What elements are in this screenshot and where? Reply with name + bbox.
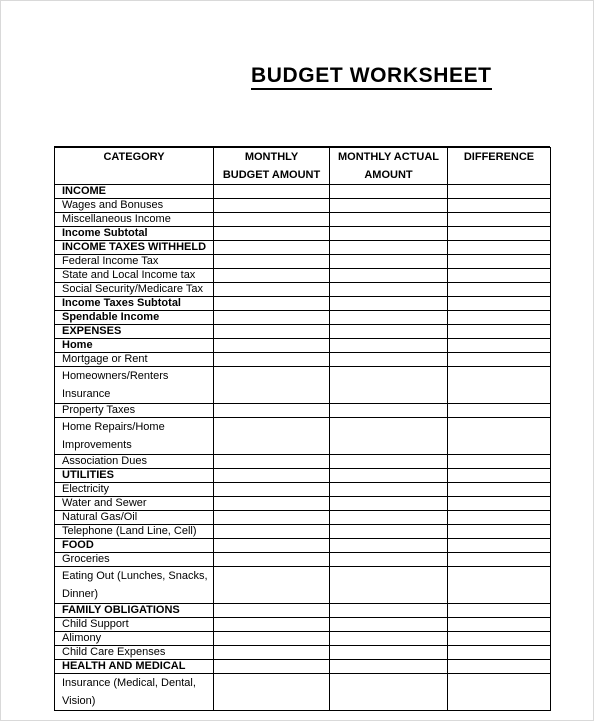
difference-cell[interactable] — [448, 511, 551, 525]
budget-amount-cell[interactable] — [214, 469, 330, 483]
actual-amount-cell[interactable] — [330, 213, 448, 227]
actual-amount-cell[interactable] — [330, 283, 448, 297]
difference-cell[interactable] — [448, 469, 551, 483]
difference-cell[interactable] — [448, 269, 551, 283]
budget-amount-cell[interactable] — [214, 367, 330, 404]
budget-table — [54, 147, 551, 711]
actual-amount-cell[interactable] — [330, 632, 448, 646]
row-category-label: UTILITIES — [55, 469, 214, 483]
row-category-label: Child Support — [55, 618, 214, 632]
row-category-label: Social Security/Medicare Tax — [55, 283, 214, 297]
table-row — [55, 604, 551, 618]
difference-cell[interactable] — [448, 283, 551, 297]
row-category-label: Insurance (Medical, Dental, Vision) — [55, 674, 214, 711]
budget-amount-cell[interactable] — [214, 632, 330, 646]
table-row — [55, 618, 551, 632]
difference-cell[interactable] — [448, 185, 551, 199]
difference-cell[interactable] — [448, 325, 551, 339]
budget-amount-cell[interactable] — [214, 567, 330, 604]
difference-cell[interactable] — [448, 199, 551, 213]
actual-amount-cell[interactable] — [330, 269, 448, 283]
table-row — [55, 227, 551, 241]
row-category-label: Water and Sewer — [55, 497, 214, 511]
row-category-label: Natural Gas/Oil — [55, 511, 214, 525]
row-category-label: Child Care Expenses — [55, 646, 214, 660]
budget-amount-cell[interactable] — [214, 618, 330, 632]
budget-amount-cell[interactable] — [214, 199, 330, 213]
table-row — [55, 646, 551, 660]
actual-amount-cell[interactable] — [330, 455, 448, 469]
row-category-label: Mortgage or Rent — [55, 353, 214, 367]
table-row — [55, 511, 551, 525]
table-row — [55, 325, 551, 339]
actual-amount-cell[interactable] — [330, 353, 448, 367]
actual-amount-cell[interactable] — [330, 674, 448, 711]
budget-table-container — [54, 146, 550, 707]
difference-cell[interactable] — [448, 353, 551, 367]
budget-amount-cell[interactable] — [214, 325, 330, 339]
actual-amount-cell[interactable] — [330, 646, 448, 660]
actual-amount-cell[interactable] — [330, 311, 448, 325]
difference-cell[interactable] — [448, 227, 551, 241]
difference-cell[interactable] — [448, 632, 551, 646]
actual-amount-cell[interactable] — [330, 497, 448, 511]
actual-amount-cell[interactable] — [330, 469, 448, 483]
row-category-label: EXPENSES — [55, 325, 214, 339]
budget-amount-cell[interactable] — [214, 227, 330, 241]
budget-amount-cell[interactable] — [214, 213, 330, 227]
table-row — [55, 297, 551, 311]
difference-cell[interactable] — [448, 483, 551, 497]
table-row — [55, 269, 551, 283]
table-header-row — [55, 148, 551, 185]
budget-amount-cell[interactable] — [214, 604, 330, 618]
difference-cell[interactable] — [448, 404, 551, 418]
row-category-label: Home — [55, 339, 214, 353]
difference-cell[interactable] — [448, 455, 551, 469]
table-row — [55, 185, 551, 199]
actual-amount-cell[interactable] — [330, 404, 448, 418]
table-row — [55, 353, 551, 367]
table-row — [55, 525, 551, 539]
row-category-label: Groceries — [55, 553, 214, 567]
budget-amount-cell[interactable] — [214, 269, 330, 283]
budget-amount-cell[interactable] — [214, 241, 330, 255]
row-category-label: Income Taxes Subtotal — [55, 297, 214, 311]
table-row — [55, 674, 551, 711]
table-row — [55, 241, 551, 255]
budget-amount-cell[interactable] — [214, 404, 330, 418]
budget-amount-cell[interactable] — [214, 511, 330, 525]
row-category-label: Federal Income Tax — [55, 255, 214, 269]
budget-amount-cell[interactable] — [214, 283, 330, 297]
difference-cell[interactable] — [448, 604, 551, 618]
table-body — [55, 185, 551, 711]
row-category-label: HEALTH AND MEDICAL — [55, 660, 214, 674]
header-difference: DIFFERENCE — [448, 148, 551, 185]
row-category-label: INCOME TAXES WITHHELD — [55, 241, 214, 255]
actual-amount-cell[interactable] — [330, 418, 448, 455]
difference-cell[interactable] — [448, 539, 551, 553]
budget-amount-cell[interactable] — [214, 660, 330, 674]
row-category-label: Eating Out (Lunches, Snacks, Dinner) — [55, 567, 214, 604]
actual-amount-cell[interactable] — [330, 539, 448, 553]
difference-cell[interactable] — [448, 497, 551, 511]
actual-amount-cell[interactable] — [330, 297, 448, 311]
row-category-label: State and Local Income tax — [55, 269, 214, 283]
row-category-label: Income Subtotal — [55, 227, 214, 241]
table-row — [55, 213, 551, 227]
row-category-label: Property Taxes — [55, 404, 214, 418]
table-row — [55, 539, 551, 553]
header-monthly-actual: MONTHLY ACTUAL AMOUNT — [330, 148, 448, 185]
budget-amount-cell[interactable] — [214, 539, 330, 553]
table-row — [55, 404, 551, 418]
actual-amount-cell[interactable] — [330, 339, 448, 353]
budget-amount-cell[interactable] — [214, 339, 330, 353]
actual-amount-cell[interactable] — [330, 199, 448, 213]
budget-amount-cell[interactable] — [214, 255, 330, 269]
actual-amount-cell[interactable] — [330, 525, 448, 539]
table-row — [55, 632, 551, 646]
actual-amount-cell[interactable] — [330, 483, 448, 497]
table-row — [55, 311, 551, 325]
header-category: CATEGORY — [55, 148, 214, 185]
actual-amount-cell[interactable] — [330, 185, 448, 199]
row-category-label: Telephone (Land Line, Cell) — [55, 525, 214, 539]
difference-cell[interactable] — [448, 553, 551, 567]
table-row — [55, 283, 551, 297]
table-row — [55, 469, 551, 483]
actual-amount-cell[interactable] — [330, 660, 448, 674]
row-category-label: FOOD — [55, 539, 214, 553]
table-row — [55, 418, 551, 455]
row-category-label: Association Dues — [55, 455, 214, 469]
page-title: BUDGET WORKSHEET — [251, 64, 492, 90]
difference-cell[interactable] — [448, 241, 551, 255]
difference-cell[interactable] — [448, 297, 551, 311]
difference-cell[interactable] — [448, 255, 551, 269]
table-row — [55, 339, 551, 353]
row-category-label: Alimony — [55, 632, 214, 646]
table-row — [55, 497, 551, 511]
row-category-label: INCOME — [55, 185, 214, 199]
actual-amount-cell[interactable] — [330, 367, 448, 404]
row-category-label: Electricity — [55, 483, 214, 497]
budget-amount-cell[interactable] — [214, 311, 330, 325]
header-monthly-budget: MONTHLY BUDGET AMOUNT — [214, 148, 330, 185]
row-category-label: Homeowners/Renters Insurance — [55, 367, 214, 404]
budget-amount-cell[interactable] — [214, 418, 330, 455]
row-category-label: Spendable Income — [55, 311, 214, 325]
budget-amount-cell[interactable] — [214, 297, 330, 311]
budget-amount-cell[interactable] — [214, 553, 330, 567]
actual-amount-cell[interactable] — [330, 255, 448, 269]
actual-amount-cell[interactable] — [330, 604, 448, 618]
table-row — [55, 660, 551, 674]
table-row — [55, 199, 551, 213]
difference-cell[interactable] — [448, 213, 551, 227]
actual-amount-cell[interactable] — [330, 241, 448, 255]
budget-amount-cell[interactable] — [214, 525, 330, 539]
row-category-label: FAMILY OBLIGATIONS — [55, 604, 214, 618]
difference-cell[interactable] — [448, 618, 551, 632]
table-row — [55, 567, 551, 604]
row-category-label: Home Repairs/Home Improvements — [55, 418, 214, 455]
difference-cell[interactable] — [448, 660, 551, 674]
budget-amount-cell[interactable] — [214, 353, 330, 367]
table-row — [55, 455, 551, 469]
budget-amount-cell[interactable] — [214, 185, 330, 199]
actual-amount-cell[interactable] — [330, 511, 448, 525]
difference-cell[interactable] — [448, 646, 551, 660]
table-row — [55, 553, 551, 567]
budget-amount-cell[interactable] — [214, 455, 330, 469]
difference-cell[interactable] — [448, 367, 551, 404]
table-row — [55, 255, 551, 269]
budget-amount-cell[interactable] — [214, 646, 330, 660]
actual-amount-cell[interactable] — [330, 227, 448, 241]
table-row — [55, 483, 551, 497]
difference-cell[interactable] — [448, 567, 551, 604]
actual-amount-cell[interactable] — [330, 567, 448, 604]
row-category-label: Miscellaneous Income — [55, 213, 214, 227]
actual-amount-cell[interactable] — [330, 553, 448, 567]
actual-amount-cell[interactable] — [330, 618, 448, 632]
budget-amount-cell[interactable] — [214, 483, 330, 497]
difference-cell[interactable] — [448, 418, 551, 455]
budget-amount-cell[interactable] — [214, 497, 330, 511]
table-row — [55, 367, 551, 404]
difference-cell[interactable] — [448, 525, 551, 539]
actual-amount-cell[interactable] — [330, 325, 448, 339]
row-category-label: Wages and Bonuses — [55, 199, 214, 213]
difference-cell[interactable] — [448, 311, 551, 325]
budget-amount-cell[interactable] — [214, 674, 330, 711]
difference-cell[interactable] — [448, 674, 551, 711]
difference-cell[interactable] — [448, 339, 551, 353]
